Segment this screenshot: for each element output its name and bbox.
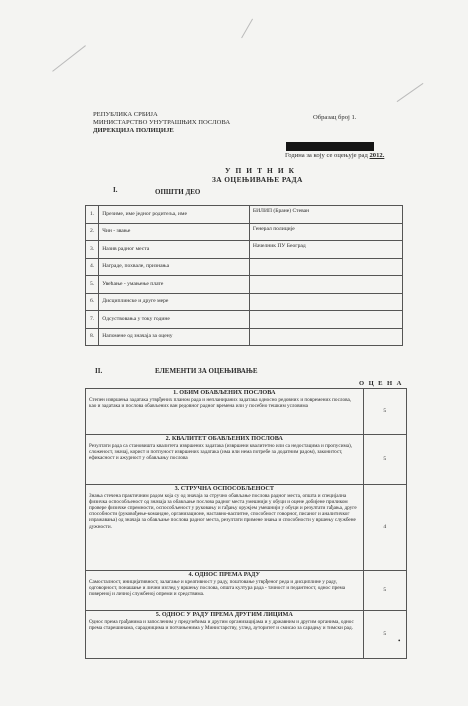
row-number: 3. bbox=[86, 241, 99, 259]
row-label: Презиме, име једног родитеља, име bbox=[99, 206, 250, 224]
section1-heading: ОПШТИ ДЕО bbox=[155, 188, 201, 196]
criterion-description: Степен извршења задатака утврђених планом рада и непланираних задатака односно редовних и повремених послова, као и задатака и послова обављених ван редовног радног времена или у посебно тешким условима bbox=[89, 396, 352, 409]
row-label: Чин - звање bbox=[99, 223, 250, 241]
criterion-title: 5. ОДНОС У РАДУ ПРЕМА ДРУГИМ ЛИЦИМА bbox=[155, 611, 293, 618]
row-number: 6. bbox=[86, 293, 99, 311]
general-info-row bbox=[86, 311, 403, 329]
criterion-title: 2. КВАЛИТЕТ ОБАВЉЕНИХ ПОСЛОВА bbox=[165, 435, 283, 442]
general-info-row bbox=[86, 328, 403, 346]
row-number: 8. bbox=[86, 328, 99, 346]
criterion-row bbox=[86, 571, 407, 611]
criterion-title: 1. ОБИМ ОБАВЉЕНИХ ПОСЛОВА bbox=[173, 389, 276, 396]
row-number: 5. bbox=[86, 276, 99, 294]
criterion-description: Однос према грађанима и запосленим у предузећима и другим организацијама и у државним и другим органима, однос према старешинама, сарадницима и потчињенима у Министарству, углед, ауторитет и смисао за сарадњу и тимски рад. bbox=[89, 618, 354, 631]
header-republic: РЕПУБЛИКА СРБИЈА bbox=[93, 111, 158, 118]
criterion-cell bbox=[86, 571, 364, 611]
row-label: Награде, похвале, признања bbox=[99, 258, 250, 276]
header-directorate: ДИРЕКЦИЈА ПОЛИЦИЈЕ bbox=[93, 127, 174, 134]
criterion-score: 5 bbox=[363, 435, 406, 485]
evaluation-year-line bbox=[285, 152, 384, 160]
criterion-row bbox=[86, 435, 407, 485]
criterion-description: Резултати рада са становишта квалитета извршених задатака (извршени квалитетно или са недостацима и пропусима), сложеност, значај, корист и потпуност извршених задатака (има или нема потребе за додатним радом), законитост, ефикасност и ажурност у обављању послова bbox=[89, 442, 353, 461]
row-number: 4. bbox=[86, 258, 99, 276]
criterion-description: Самосталност, иницијативност, залагање и креативност у раду, поштовање утврђеног реда и дисциплине у раду, одговорност, понашање и лични изглед у вршењу послова, општа култура рада - тачност и педантност, однос према повереној и личној службеној опреми и средствима. bbox=[89, 578, 346, 597]
criterion-description: Знања стечена практичним радом која су од значаја за стручно обављање послова радног места, општа и специјална физичка оспособљеност од значаја за обављање послова радног места умешнији у обуци и оцене добијене приликом провере физичке спремности, оспособљеност у руковању и гађању оружјем умешнији у обуци и резултати гађања, друге способности (руковођење-командне, организационе, наставно-васпитне, способност говорног, писаног и аналитичког изражавања) од значаја за обављање послова радног места, резултати примене знања и способности у вршењу службене дужности. bbox=[89, 492, 357, 530]
row-number: 1. bbox=[86, 206, 99, 224]
scan-mark bbox=[397, 83, 424, 102]
section2-roman: II. bbox=[95, 367, 103, 375]
row-value: БИЛИП (Бране) Стеван bbox=[249, 206, 402, 224]
criterion-score: 5 bbox=[363, 389, 406, 435]
row-label: Назив радног места bbox=[99, 241, 250, 259]
general-info-row bbox=[86, 241, 403, 259]
evaluation-year-label: Година за коју се оцењује рад bbox=[285, 152, 368, 159]
questionnaire-title: У П И Т Н И К bbox=[225, 166, 296, 175]
criterion-score: 5 bbox=[363, 611, 406, 659]
row-label: Напомене од значаја за оцену bbox=[99, 328, 250, 346]
criterion-cell bbox=[86, 611, 364, 659]
general-info-row bbox=[86, 258, 403, 276]
criterion-score: 5 bbox=[363, 571, 406, 611]
criterion-title: 3. СТРУЧНА ОСПОСОБЉЕНОСТ bbox=[174, 485, 274, 492]
form-number: Образац број 1. bbox=[313, 114, 357, 121]
row-label: Одсуствовања у току године bbox=[99, 311, 250, 329]
row-value bbox=[249, 276, 402, 294]
criterion-title: 4. ОДНОС ПРЕМА РАДУ bbox=[188, 571, 261, 578]
section1-roman: I. bbox=[113, 186, 118, 194]
general-info-row bbox=[86, 223, 403, 241]
evaluation-elements-table bbox=[85, 388, 407, 659]
row-value: Генерал полиције bbox=[249, 223, 402, 241]
row-value bbox=[249, 258, 402, 276]
general-info-row bbox=[86, 276, 403, 294]
questionnaire-subtitle: ЗА ОЦЕЊИВАЊЕ РАДА bbox=[212, 175, 303, 184]
general-info-table bbox=[85, 205, 403, 346]
criterion-cell bbox=[86, 389, 364, 435]
row-label: Увећање - умањење плате bbox=[99, 276, 250, 294]
row-value bbox=[249, 311, 402, 329]
ocena-label: О Ц Е Н А bbox=[359, 380, 403, 387]
general-info-row bbox=[86, 293, 403, 311]
criterion-cell bbox=[86, 485, 364, 571]
header-ministry: МИНИСТАРСТВО УНУТРАШЊИХ ПОСЛОВА bbox=[93, 119, 231, 126]
row-value: Начелник ПУ Београд bbox=[249, 241, 402, 259]
criterion-row bbox=[86, 485, 407, 571]
section2-heading: ЕЛЕМЕНТИ ЗА ОЦЕЊИВАЊЕ bbox=[155, 367, 258, 375]
general-info-row bbox=[86, 206, 403, 224]
row-value bbox=[249, 293, 402, 311]
row-number: 7. bbox=[86, 311, 99, 329]
criterion-row bbox=[86, 389, 407, 435]
scan-dot: • bbox=[398, 637, 401, 645]
criterion-cell bbox=[86, 435, 364, 485]
row-number: 2. bbox=[86, 223, 99, 241]
scan-mark bbox=[241, 19, 253, 38]
row-label: Дисциплинске и друге мере bbox=[99, 293, 250, 311]
criterion-score: 4 bbox=[363, 485, 406, 571]
redaction-box bbox=[286, 142, 374, 151]
scan-mark bbox=[52, 45, 86, 71]
row-value bbox=[249, 328, 402, 346]
criterion-row bbox=[86, 611, 407, 659]
evaluation-year-value: 2012. bbox=[369, 152, 385, 159]
